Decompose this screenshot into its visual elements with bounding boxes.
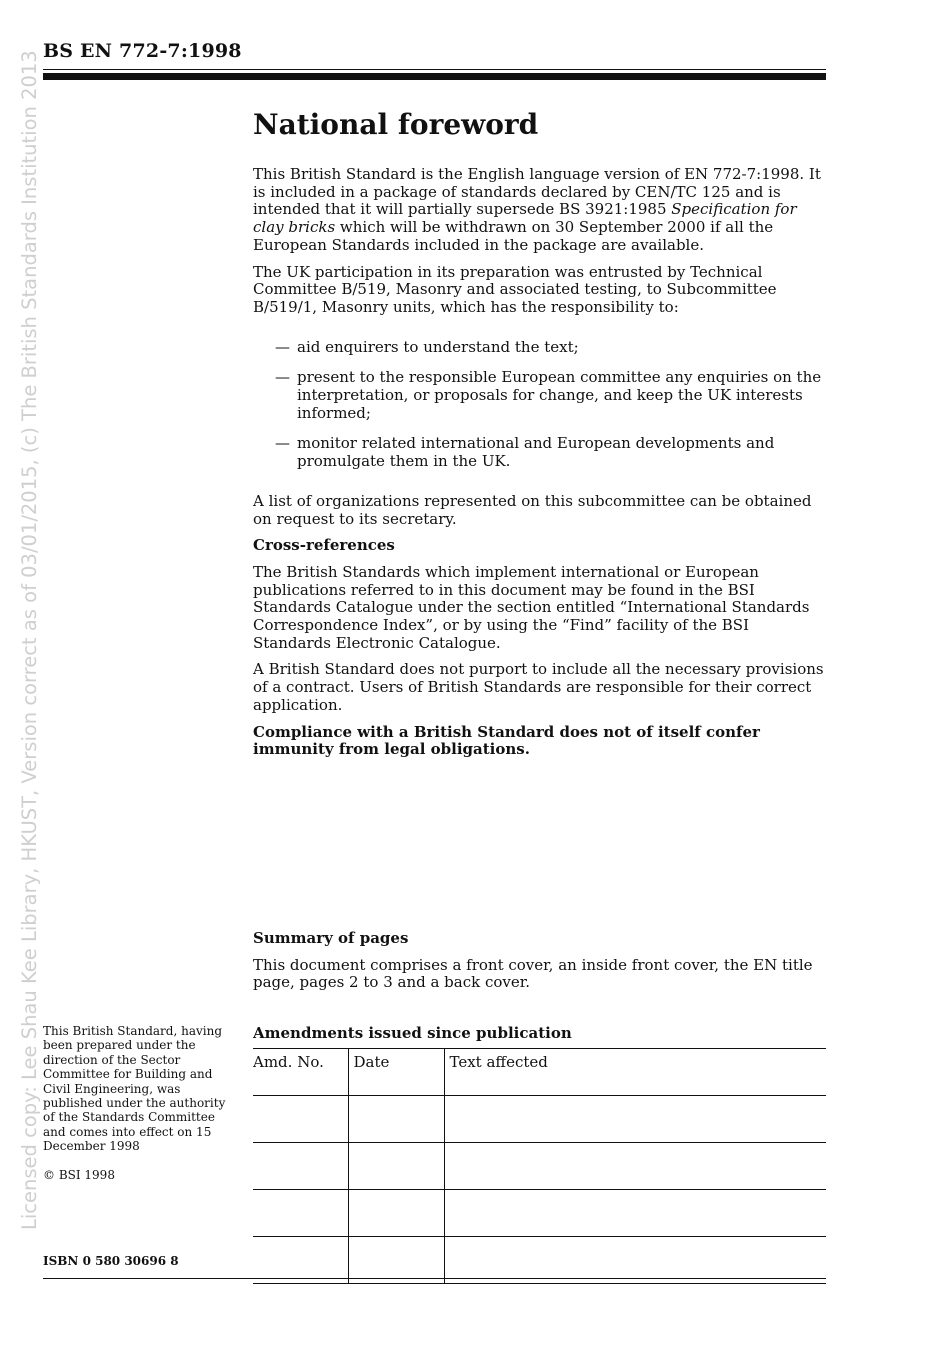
foreword-section <box>253 108 826 768</box>
list-item-text: aid enquirers to understand the text; <box>297 337 579 356</box>
publication-note <box>43 1024 238 1154</box>
table-cell <box>348 1096 444 1143</box>
table-cell <box>348 1143 444 1190</box>
summary-section <box>253 930 826 992</box>
table-cell <box>253 1096 348 1143</box>
responsibility-list <box>253 339 826 471</box>
list-item <box>253 339 826 357</box>
list-item-text: present to the responsible European committee any enquiries on the interpretation, or proposals for change, and keep the UK interests informed; <box>297 368 822 422</box>
foreword-paragraph-4: The British Standards which implement international or European publications referred to in this document may be found in the BSI Standards Catalogue under the section entitled “International Standards Correspondence Index”, or by using the “Find” facility of the BSI Standards Electronic Catalogue. <box>253 562 810 652</box>
table-row <box>253 1143 826 1190</box>
para1-text-start: This British Standard is the English language version of EN 772-7:1998. It is included in a package of standards declared by CEN/TC 125 and is intended that it will partially supersede BS 3921:1985 <box>253 165 821 219</box>
amendments-heading: Amendments issued since publication <box>253 1024 572 1042</box>
foreword-paragraph-5: A British Standard does not purport to include all the necessary provisions of a contract. Users of British Standards are responsible for their correct application. <box>253 660 824 714</box>
list-item <box>253 435 826 470</box>
publication-note-text: This British Standard, having been prepared under the direction of the Sector Committee for Building and Civil Engineering, was published under the authority of the Standards Committee and comes into effect on 15 December 1998 <box>43 1024 226 1154</box>
copyright-notice: © BSI 1998 <box>43 1168 115 1182</box>
amendments-table <box>253 1048 826 1284</box>
foreword-paragraph-3: A list of organizations represented on this subcommittee can be obtained on request to its secretary. <box>253 491 812 528</box>
table-cell <box>253 1190 348 1237</box>
column-header-text-affected: Text affected <box>444 1049 826 1096</box>
column-header-date: Date <box>348 1049 444 1096</box>
table-row <box>253 1096 826 1143</box>
table-header-row <box>253 1049 826 1096</box>
list-item-text: monitor related international and European developments and promulgate them in the UK. <box>297 434 775 471</box>
column-header-amd-no: Amd. No. <box>253 1049 348 1096</box>
table-cell <box>253 1143 348 1190</box>
summary-heading: Summary of pages <box>253 929 409 947</box>
license-watermark: Licensed copy: Lee Shau Kee Library, HKUST, Version correct as of 03/01/2015, (c) The British Standards Institution 2013 <box>18 50 41 1230</box>
compliance-note: Compliance with a British Standard does not of itself confer immunity from legal obligations. <box>253 722 760 759</box>
table-cell <box>444 1237 826 1284</box>
table-cell <box>253 1237 348 1284</box>
standard-title-italic: Specification for clay bricks <box>253 200 797 237</box>
para1-text-end: which will be withdrawn on 30 September 2000 if all the European Standards included in the package are available. <box>253 218 774 254</box>
header-rule-thick <box>43 73 826 80</box>
isbn: ISBN 0 580 30696 8 <box>43 1254 179 1268</box>
table-cell <box>444 1190 826 1237</box>
page-title: National foreword <box>253 108 539 141</box>
table-cell <box>444 1143 826 1190</box>
dash-marker: — <box>275 368 290 387</box>
document-id: BS EN 772-7:1998 <box>43 40 242 62</box>
crossref-heading: Cross-references <box>253 536 395 555</box>
dash-marker: — <box>275 434 290 453</box>
dash-marker: — <box>275 337 290 356</box>
header-rule-thin <box>43 69 826 70</box>
table-row <box>253 1237 826 1284</box>
table-cell <box>348 1190 444 1237</box>
foreword-paragraph-1 <box>253 166 826 255</box>
footer-rule <box>43 1278 826 1279</box>
foreword-paragraph-2: The UK participation in its preparation was entrusted by Technical Committee B/519, Masonry and associated testing, to Subcommittee B/519/1, Masonry units, which has the responsibility to: <box>253 262 777 316</box>
table-row <box>253 1190 826 1237</box>
summary-text: This document comprises a front cover, an inside front cover, the EN title page, pages 2 to 3 and a back cover. <box>253 955 813 992</box>
list-item <box>253 369 826 422</box>
table-cell <box>348 1237 444 1284</box>
table-cell <box>444 1096 826 1143</box>
